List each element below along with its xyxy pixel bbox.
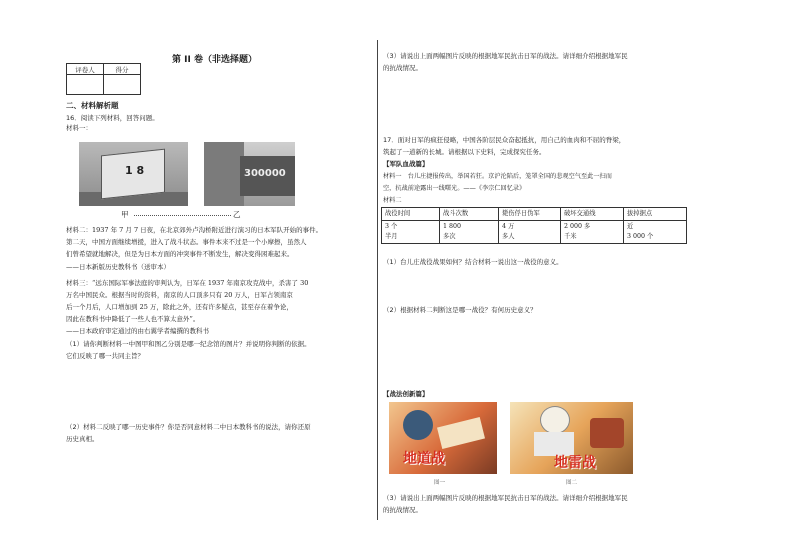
q17-line-1: 17．面对日军的疯狂侵略，中国各阶层民众奋起抵抗，用自己的血肉和不屈的脊梁， <box>383 136 626 144</box>
tactics-heading: 【战法创新篇】 <box>383 390 429 398</box>
table-cell: 3 个 半月 <box>382 221 440 244</box>
table-cell: 2 000 多 千米 <box>561 221 624 244</box>
material2-line-1: 材料二：1937 年 7 月 7 日夜，在北京郊外卢沟桥附近进行演习的日本军队开始的事件。 <box>66 226 323 234</box>
right-q3-line-2: 的抗战情况。 <box>383 64 422 72</box>
stone-number: 1 8 <box>125 164 145 177</box>
poster2-title: 地雷战 <box>554 455 596 471</box>
q17-line-2: 筑起了一道新的长城。请根据以下史料，完成探究任务。 <box>383 148 546 156</box>
score-box <box>66 63 141 95</box>
section-title: 第 II 卷（非选择题） <box>172 55 257 65</box>
right-q3b-line-1: （3）请说出上面两幅图片反映的根据地军民抗击日军的战法。请详细介绍根据地军民 <box>383 494 628 502</box>
material1-label: 材料一： <box>66 124 92 132</box>
table-cell: 近 3 000 个 <box>624 221 687 244</box>
poster-mine-warfare <box>510 402 633 474</box>
material2-source: ——日本新版历史教科书（送审本） <box>66 263 170 271</box>
left-q1-line-1: （1）请你判断材料一中图甲和图乙分别是哪一纪念馆的图片？并说明你判断的依据。 <box>66 340 311 348</box>
table-header-row <box>382 208 687 221</box>
left-q1-line-2: 它们反映了哪一共同主旨？ <box>66 352 144 360</box>
score-label: 得分 <box>104 64 141 75</box>
table-header: 战斗次数 <box>440 208 499 221</box>
right-q3b-line-2: 的抗战情况。 <box>383 506 422 514</box>
material3-line-2: 万名中国民众。根据当时的资料，南京的人口顶多只有 20 万人，日军占领南京 <box>66 291 293 299</box>
right-material1-line-1: 材料一 台儿庄捷报传出，举国若狂。京沪沦陷后，笼罩全国的悲观空气至此一扫而 <box>383 173 612 180</box>
left-q2-line-2: 历史真相。 <box>66 435 99 443</box>
right-q2-text: （2）根据材料二判断这是哪一战役？有何历史意义？ <box>383 306 537 314</box>
material3-line-1: 材料三：“远东国际军事法庭的审判认为，日军在 1937 年南京攻克战中，杀害了 30 <box>66 279 309 287</box>
wall-number: 300000 <box>244 168 286 179</box>
q16-stem: 16．阅读下列材料，回答问题。 <box>66 114 159 122</box>
right-q3-line-1: （3）请说出上面两幅图片反映的根据地军民抗击日军的战法。请详细介绍根据地军民 <box>383 52 628 60</box>
table-cell: 1 800 多次 <box>440 221 499 244</box>
battle-stats-table <box>381 207 687 244</box>
left-q2-line-1: （2）材料二反映了哪一历史事件？你是否同意材料二中日本教科书的说法，请你还原 <box>66 423 311 431</box>
grader-cell[interactable] <box>67 75 104 95</box>
right-material1-line-2: 空，抗战前途露出一线曙光。——《李宗仁回忆录》 <box>383 185 526 192</box>
photo-yi <box>204 142 295 206</box>
material2-line-3: 们曾希望就地解决，但是为日本方面的冲突事件不断发生，解决变得困难起来。 <box>66 250 294 258</box>
poster1-caption: 图一 <box>434 480 446 486</box>
column-divider <box>377 40 378 520</box>
table-header: 战役时间 <box>382 208 440 221</box>
grader-label: 评卷人 <box>67 64 104 75</box>
military-heading: 【军队血战篇】 <box>383 160 429 168</box>
photo-yi-label: 乙 <box>233 210 241 219</box>
right-material2-label: 材料二 <box>383 197 402 204</box>
table-header: 拔掉据点 <box>624 208 687 221</box>
photo-dotted-leader <box>134 215 231 216</box>
material3-line-3: 后一个月后，人口增加到 25 万，除此之外，还有许多疑点，甚至存在着争论， <box>66 303 293 311</box>
score-cell[interactable] <box>104 75 141 95</box>
table-header: 破坏交通线 <box>561 208 624 221</box>
photo-jia-label: 甲 <box>121 210 129 219</box>
part-heading: 二、材料解析题 <box>66 101 119 110</box>
photo-jia <box>79 142 188 206</box>
table-header: 毙伤俘日伪军 <box>499 208 561 221</box>
material3-source: ——日本政府审定通过的由右翼学者编撰的教科书 <box>66 327 209 335</box>
poster2-caption: 图二 <box>566 480 578 486</box>
table-cell: 4 万 多人 <box>499 221 561 244</box>
poster-tunnel-warfare <box>389 402 497 474</box>
table-row <box>382 221 687 244</box>
material2-line-2: 第二天，中国方面继续增援，进入了战斗状态。事件本来不过是一个小摩擦，虽然人 <box>66 238 307 246</box>
poster1-title: 地道战 <box>403 451 445 467</box>
material3-line-4: 因此在教科书中降低了一些人也不算太意外”。 <box>66 315 200 323</box>
right-q1-text: （1）台儿庄战役战果如何？结合材料一说出这一战役的意义。 <box>383 258 563 266</box>
